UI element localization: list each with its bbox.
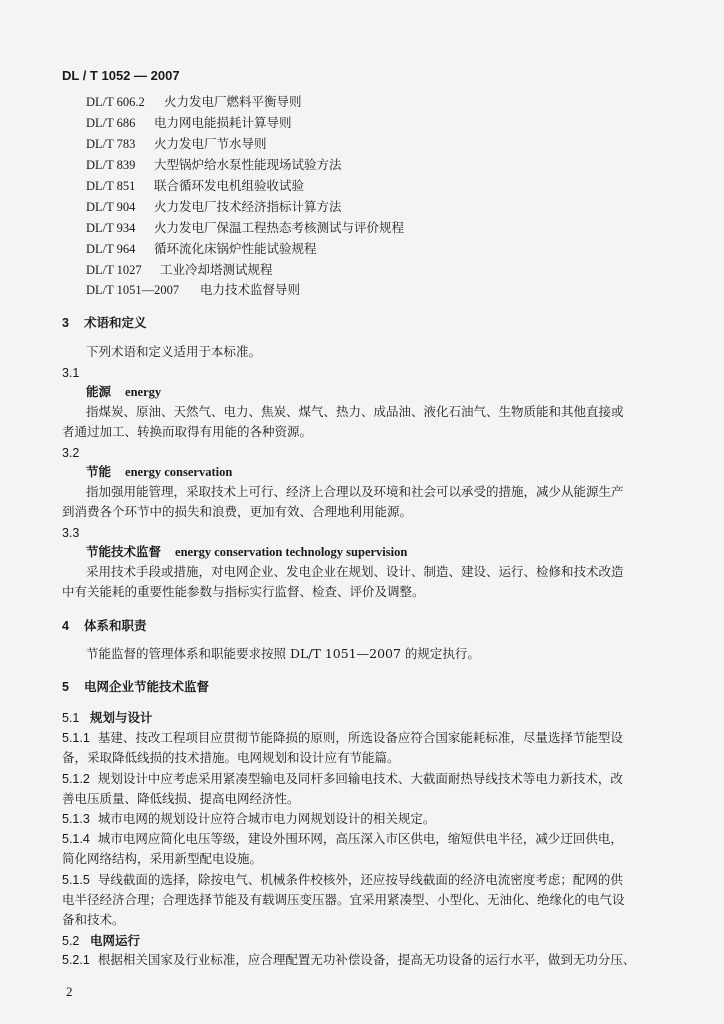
- clause-continuation: 备和技术。: [62, 912, 125, 927]
- clause-line: [62, 871, 623, 889]
- section-heading: [62, 678, 209, 696]
- term-heading: [86, 463, 232, 481]
- standard-header: DL / T 1052 — 2007: [62, 68, 180, 83]
- term-definition-line: 中有关能耗的重要性能参数与指标实行监督、检查、评价及调整。: [62, 584, 425, 599]
- subsection-number: 5.2: [62, 934, 80, 948]
- clause-text: 根据相关国家及行业标准，应合理配置无功补偿设备，提高无功设备的运行水平，做到无功分压、: [97, 952, 636, 967]
- term-english: energy conservation: [125, 465, 233, 479]
- reference-item: [86, 219, 404, 237]
- reference-code: DL/T 964: [86, 242, 136, 256]
- clause-line: [62, 830, 623, 848]
- reference-title: 火力发电厂保温工程热态考核测试与评价规程: [154, 220, 405, 235]
- term-definition-line: 到消费各个环节中的损失和浪费，更加有效、合理地利用能源。: [62, 504, 413, 519]
- reference-title: 循环流化床锅炉性能试验规程: [154, 241, 317, 256]
- section-heading: [62, 314, 147, 332]
- clause-text: 导线截面的选择，除按电气、机械条件校核外，还应按导线截面的经济电流密度考虑；配网的供: [97, 872, 623, 887]
- clause-number: 5.1.2: [62, 772, 90, 786]
- subsection-heading: [62, 932, 140, 950]
- reference-item: [86, 114, 292, 132]
- page-number: 2: [66, 984, 73, 999]
- clause-line: [62, 729, 623, 747]
- reference-code: DL/T 839: [86, 158, 136, 172]
- reference-item: [86, 240, 317, 258]
- term-english: energy conservation technology supervision: [175, 545, 408, 559]
- reference-item: [86, 281, 300, 299]
- clause-line: [62, 810, 435, 828]
- reference-code: DL/T 686: [86, 116, 136, 130]
- reference-item: [86, 135, 267, 153]
- reference-item: [86, 198, 342, 216]
- reference-title: 工业冷却塔测试规程: [160, 262, 273, 277]
- reference-code: DL/T 904: [86, 200, 136, 214]
- clause-continuation: 善电压质量、降低线损、提高电网经济性。: [62, 791, 300, 806]
- section-heading: [62, 617, 147, 635]
- section-paragraph: 节能监督的管理体系和职能要求按照 DL/T 1051—2007 的规定执行。: [86, 646, 480, 661]
- reference-title: 火力发电厂燃料平衡导则: [164, 94, 302, 109]
- clause-continuation: 备，采取降低线损的技术措施。电网规划和设计应有节能篇。: [62, 750, 400, 765]
- term-heading: [86, 543, 407, 561]
- reference-item: [86, 93, 302, 111]
- term-definition-line: 指煤炭、原油、天然气、电力、焦炭、煤气、热力、成品油、液化石油气、生物质能和其他直接或: [86, 404, 624, 419]
- term-number: 3.2: [62, 446, 80, 460]
- reference-title: 大型锅炉给水泵性能现场试验方法: [154, 157, 342, 172]
- clause-text: 规划设计中应考虑采用紧凑型输电及同杆多回输电技术、大截面耐热导线技术等电力新技术，改: [97, 771, 623, 786]
- reference-title: 电力网电能损耗计算导则: [154, 115, 292, 130]
- clause-text: 基建、技改工程项目应贯彻节能降损的原则，所选设备应符合国家能耗标准，尽量选择节能型设: [97, 730, 623, 745]
- term-chinese: 节能技术监督: [86, 544, 162, 559]
- term-chinese: 能源: [86, 384, 112, 399]
- clause-number: 5.2.1: [62, 953, 90, 967]
- section-number: 4: [62, 619, 69, 633]
- subsection-title: 电网运行: [90, 933, 141, 948]
- term-definition-line: 采用技术手段或措施，对电网企业、发电企业在规划、设计、制造、建设、运行、检修和技术改造: [86, 564, 624, 579]
- reference-code: DL/T 1027: [86, 263, 142, 277]
- subsection-title: 规划与设计: [90, 710, 153, 725]
- clause-continuation: 电半径经济合理；合理选择节能及有载调压变压器。宜采用紧凑型、小型化、无油化、绝缘化的电气设: [62, 892, 625, 907]
- subsection-number: 5.1: [62, 711, 80, 725]
- term-heading: [86, 383, 161, 401]
- reference-code: DL/T 606.2: [86, 95, 145, 109]
- term-number: 3.1: [62, 366, 80, 380]
- reference-code: DL/T 783: [86, 137, 136, 151]
- clause-continuation: 简化网络结构，采用新型配电设施。: [62, 851, 263, 866]
- reference-item: [86, 261, 273, 279]
- clause-number: 5.1.1: [62, 731, 90, 745]
- reference-title: 电力技术监督导则: [200, 282, 301, 297]
- reference-code: DL/T 934: [86, 221, 136, 235]
- clause-text: 城市电网应简化电压等级，建设外围环网，高压深入市区供电，缩短供电半径，减少迂回供电，: [97, 831, 623, 846]
- term-definition-line: 指加强用能管理，采取技术上可行、经济上合理以及环境和社会可以承受的措施，减少从能源生产: [86, 484, 624, 499]
- clause-number: 5.1.4: [62, 832, 90, 846]
- clause-number: 5.1.5: [62, 873, 90, 887]
- clause-text: 城市电网的规划设计应符合城市电力网规划设计的相关规定。: [97, 811, 436, 826]
- reference-title: 联合循环发电机组验收试验: [154, 178, 305, 193]
- section-intro: 下列术语和定义适用于本标准。: [86, 344, 262, 359]
- section-number: 5: [62, 680, 69, 694]
- section-number: 3: [62, 316, 69, 330]
- reference-item: [86, 177, 304, 195]
- term-english: energy: [125, 385, 162, 399]
- section-title: 体系和职责: [84, 618, 147, 633]
- term-definition-line: 者通过加工、转换而取得有用能的各种资源。: [62, 424, 313, 439]
- subsection-heading: [62, 709, 153, 727]
- reference-code: DL/T 1051—2007: [86, 283, 180, 297]
- clause-number: 5.1.3: [62, 812, 90, 826]
- reference-title: 火力发电厂节水导则: [154, 136, 267, 151]
- clause-line: [62, 951, 635, 969]
- clause-line: [62, 770, 623, 788]
- reference-title: 火力发电厂技术经济指标计算方法: [154, 199, 342, 214]
- term-chinese: 节能: [86, 464, 112, 479]
- section-title: 术语和定义: [84, 315, 147, 330]
- term-number: 3.3: [62, 526, 80, 540]
- reference-code: DL/T 851: [86, 179, 136, 193]
- section-title: 电网企业节能技术监督: [84, 679, 210, 694]
- reference-item: [86, 156, 342, 174]
